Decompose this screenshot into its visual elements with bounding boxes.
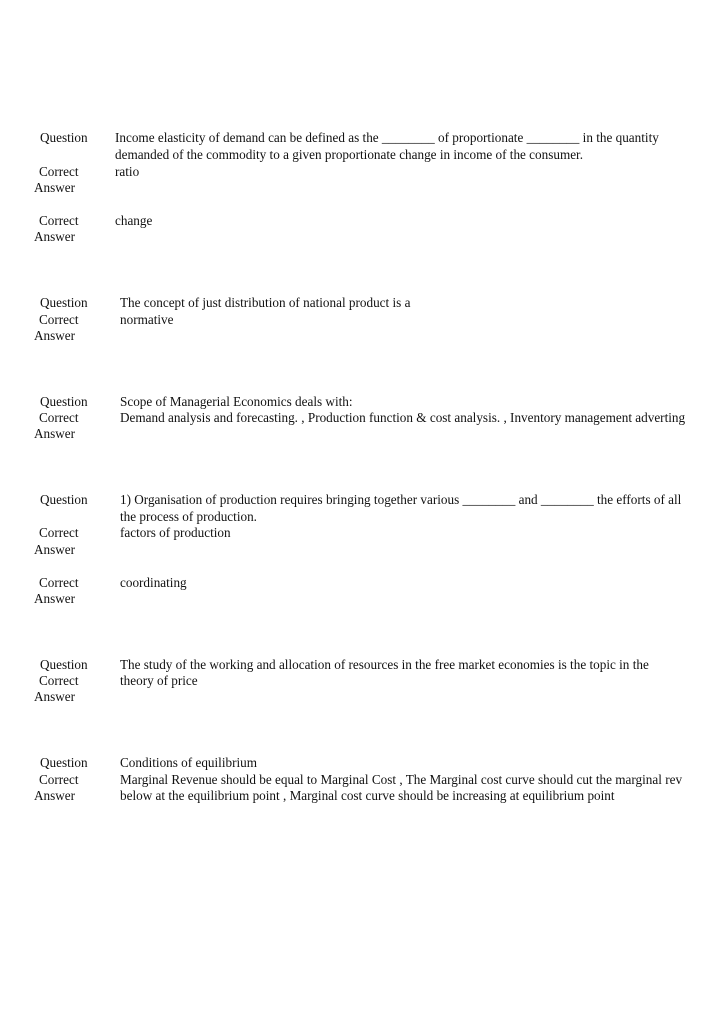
answer-text: theory of price	[120, 673, 198, 688]
answer-text: change	[115, 213, 153, 228]
question-label: Question	[40, 492, 88, 507]
correct-label: Correct	[39, 772, 79, 787]
answer-label: Answer	[34, 591, 76, 606]
correct-label: Correct	[39, 575, 79, 590]
answer-label: Answer	[34, 689, 76, 704]
question-label: Question	[40, 295, 88, 310]
correct-label: Correct	[39, 312, 79, 327]
answer-label: Answer	[34, 426, 76, 441]
answer-text: factors of production	[120, 525, 231, 540]
question-text-line: The study of the working and allocation of resources in the free market economies is the topic in the	[120, 657, 649, 672]
answer-text: normative	[120, 312, 174, 327]
correct-label: Correct	[39, 673, 79, 688]
answer-label: Answer	[34, 788, 76, 803]
answer-text-line: below at the equilibrium point , Marginal cost curve should be increasing at equilibrium point	[120, 788, 615, 803]
question-label: Question	[40, 394, 88, 409]
answer-text-line: Marginal Revenue should be equal to Marginal Cost , The Marginal cost curve should cut the marginal rev	[120, 772, 683, 787]
question-label: Question	[40, 755, 88, 770]
question-label: Question	[40, 130, 88, 145]
answer-label: Answer	[34, 229, 76, 244]
answer-text: Demand analysis and forecasting. , Production function & cost analysis. , Inventory management adverting	[120, 410, 686, 425]
question-text-line: Income elasticity of demand can be defined as the ________ of proportionate ________ in the quantity	[115, 130, 659, 145]
question-text-line: Conditions of equilibrium	[120, 755, 258, 770]
question-text-line: 1) Organisation of production requires bringing together various ________ and ________ the efforts of all	[120, 492, 682, 507]
correct-label: Correct	[39, 164, 79, 179]
correct-label: Correct	[39, 213, 79, 228]
answer-text: coordinating	[120, 575, 187, 590]
question-text-line: The concept of just distribution of national product is a	[120, 295, 411, 310]
answer-label: Answer	[34, 180, 76, 195]
question-label: Question	[40, 657, 88, 672]
question-text-line: demanded of the commodity to a given proportionate change in income of the consumer.	[115, 147, 584, 162]
question-text-line: Scope of Managerial Economics deals with:	[120, 394, 353, 409]
answer-text: ratio	[115, 164, 140, 179]
answer-label: Answer	[34, 542, 76, 557]
correct-label: Correct	[39, 410, 79, 425]
question-text-line: the process of production.	[120, 509, 257, 524]
answer-label: Answer	[34, 328, 76, 343]
correct-label: Correct	[39, 525, 79, 540]
